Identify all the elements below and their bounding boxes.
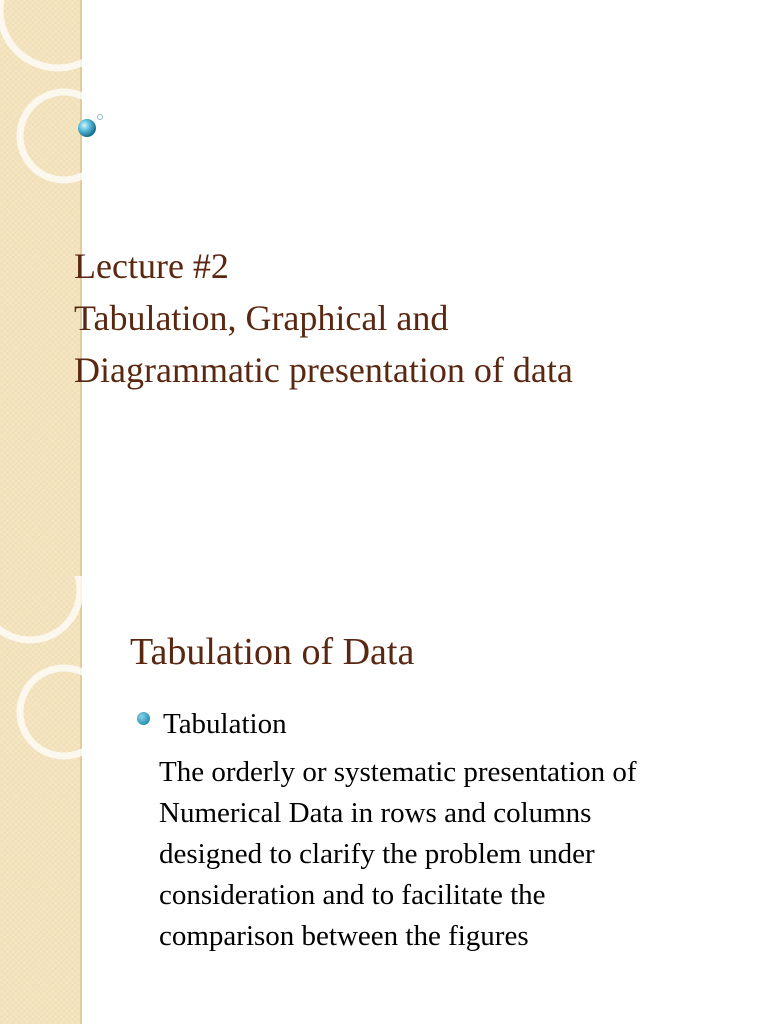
section-heading: Tabulation of Data bbox=[130, 631, 415, 673]
bullet-icon bbox=[137, 712, 150, 725]
title-line: Diagrammatic presentation of data bbox=[74, 350, 573, 390]
body-line: Numerical Data in rows and columns bbox=[159, 797, 592, 829]
body-line: The orderly or systematic presentation of bbox=[159, 756, 637, 788]
body-line: comparison between the figures bbox=[159, 920, 529, 952]
bullet-label: Tabulation bbox=[163, 708, 287, 740]
decorative-circles bbox=[0, 576, 120, 776]
title-line: Tabulation, Graphical and bbox=[74, 298, 449, 338]
definition-text bbox=[159, 752, 759, 957]
body-line: designed to clarify the problem under bbox=[159, 838, 595, 870]
title-line: Lecture #2 bbox=[74, 246, 229, 286]
slide-title bbox=[74, 240, 754, 396]
decorative-circles bbox=[0, 0, 120, 200]
body-line: consideration and to facilitate the bbox=[159, 879, 546, 911]
